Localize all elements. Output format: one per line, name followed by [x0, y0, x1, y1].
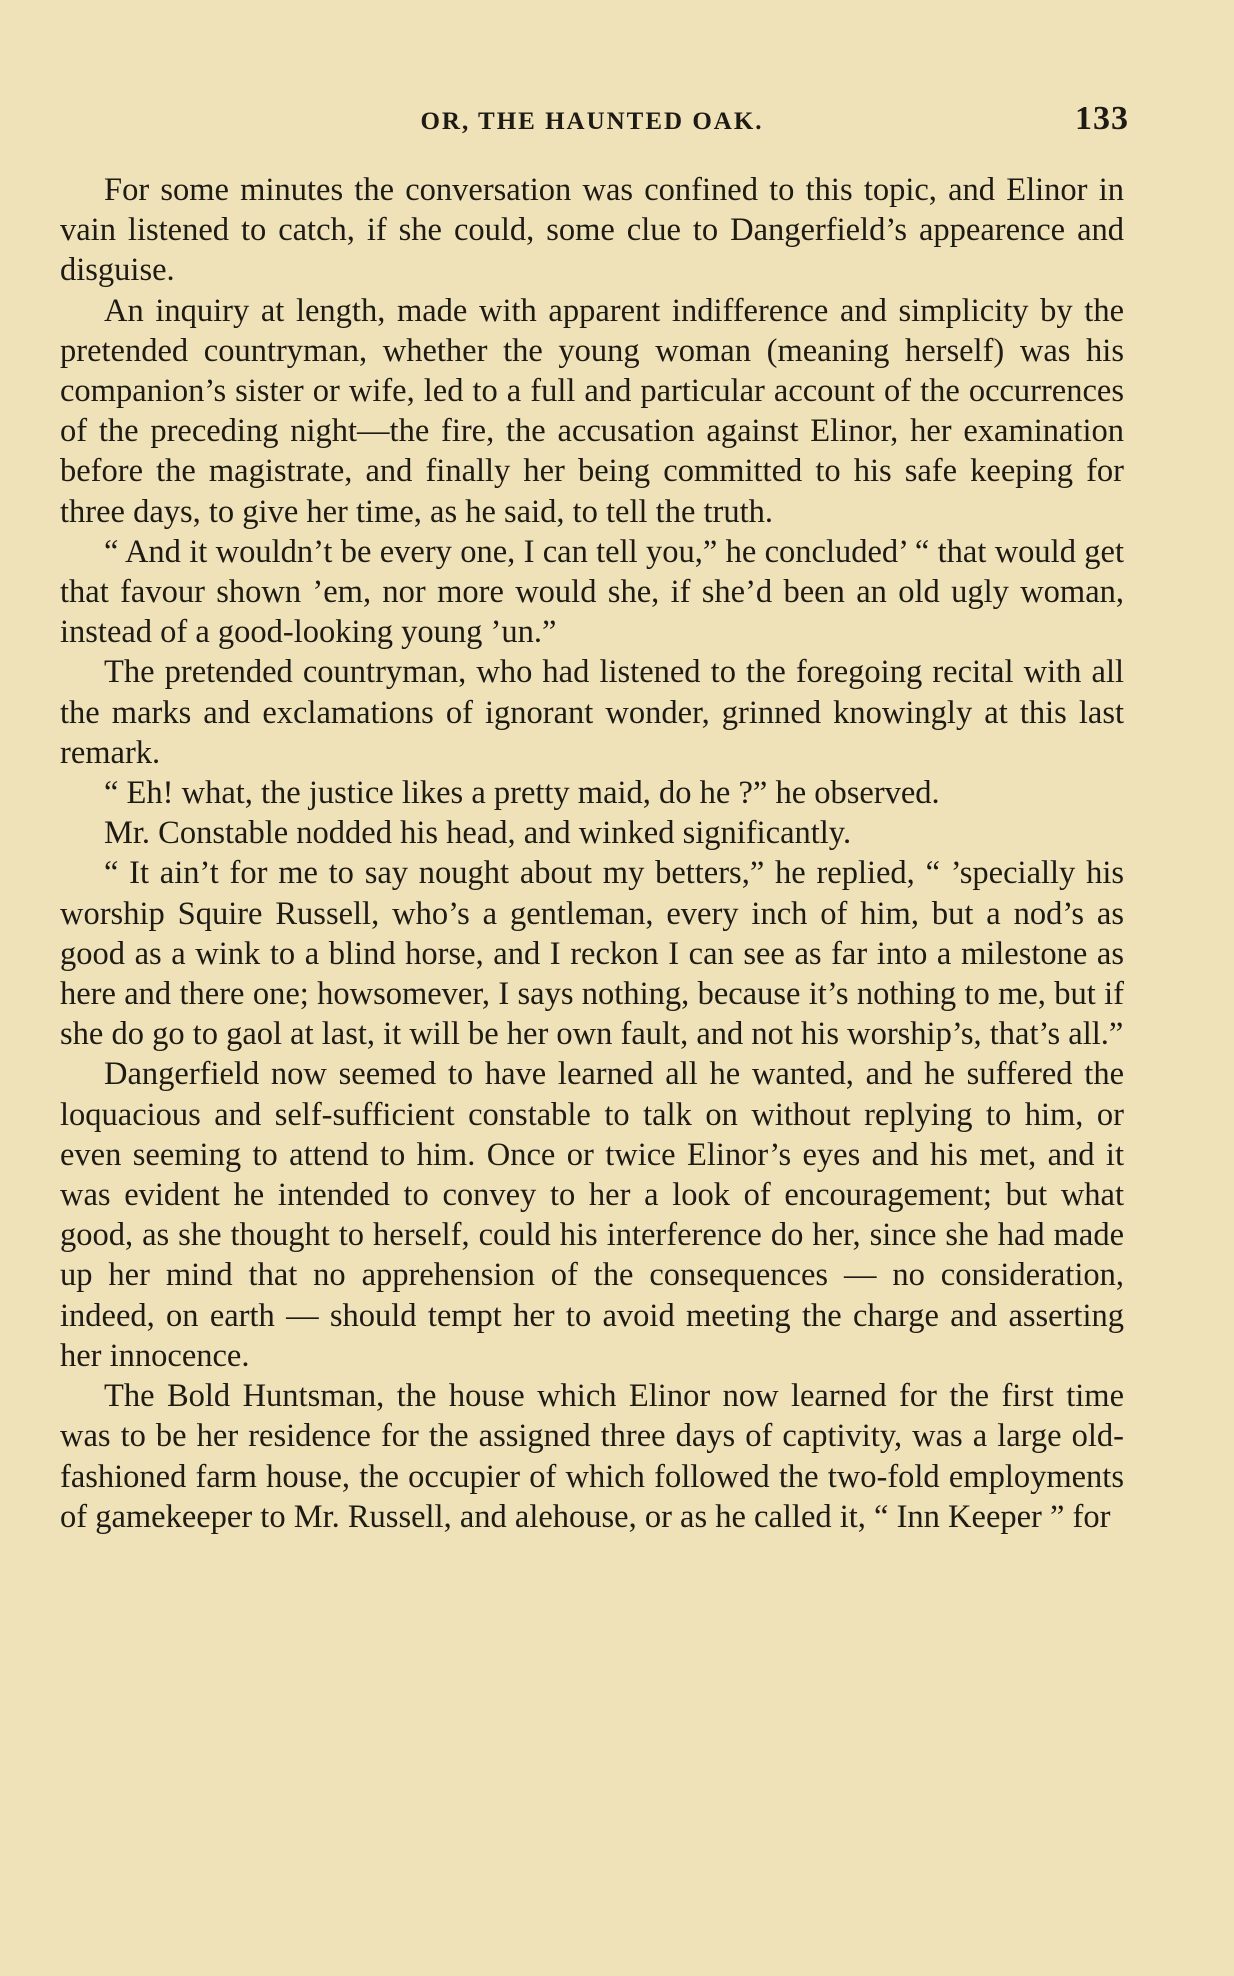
running-title: OR, THE HAUNTED OAK.: [420, 108, 764, 135]
running-head: [60, 100, 1129, 150]
body-text: [60, 170, 1124, 1537]
paragraph: For some minutes the conversation was confined to this topic, and Elinor in vain listened to catch, if she could, some clue to Dangerfield’s appearence and disguise.: [60, 172, 1124, 289]
paragraph: The Bold Huntsman, the house which Elinor now learned for the first time was to be her residence for the assigned three days of captivity, was a large old-fashioned farm house, the occupier of which followed the two-fold employments of gamekeeper to Mr. Russell, and alehouse, or as he called it, “ Inn Keeper ” for: [60, 1378, 1124, 1535]
paragraph: “ It ain’t for me to say nought about my betters,” he replied, “ ’specially his worship Squire Russell, who’s a gentleman, every inch of him, but a nod’s as good as a wink to a blind horse, and I reckon I can see as far into a milestone as here and there one; howsomever, I says nothing, because it’s nothing to me, but if she do go to gaol at last, it will be her own fault, and not his worship’s, that’s all.”: [60, 855, 1124, 1053]
paragraph: “ Eh! what, the justice likes a pretty maid, do he ?” he observed.: [104, 775, 940, 812]
page-number: 133: [1075, 100, 1129, 137]
paragraph: Dangerfield now seemed to have learned all he wanted, and he suffered the loquacious and self-sufficient constable to talk on without replying to him, or even seeming to attend to him. Once or twice Elinor’s eyes and his met, and it was evident he intended to convey to her a look of encouragement; but what good, as she thought to herself, could his interference do her, since she had made up her mind that no apprehension of the consequences — no consideration, indeed, on earth — should tempt her to avoid meeting the charge and asserting her innocence.: [60, 1056, 1124, 1374]
paragraph: “ And it wouldn’t be every one, I can tell you,” he concluded’ “ that would get that favour shown ’em, nor more would she, if she’d been an old ugly woman, instead of a good-looking young ’un.”: [60, 533, 1124, 651]
paragraph: An inquiry at length, made with apparent indifference and simplicity by the pretended countryman, whether the young woman (meaning herself) was his companion’s sister or wife, led to a full and particular account of the occurrences of the preceding night—the fire, the accusation against Elinor, her examination before the magistrate, and finally her being committed to his safe keeping for three days, to give her time, as he said, to tell the truth.: [60, 292, 1124, 530]
paragraph: The pretended countryman, who had listened to the foregoing recital with all the marks and exclamations of ignorant wonder, grinned knowingly at this last remark.: [60, 654, 1124, 771]
paragraph: Mr. Constable nodded his head, and winked significantly.: [104, 815, 852, 852]
